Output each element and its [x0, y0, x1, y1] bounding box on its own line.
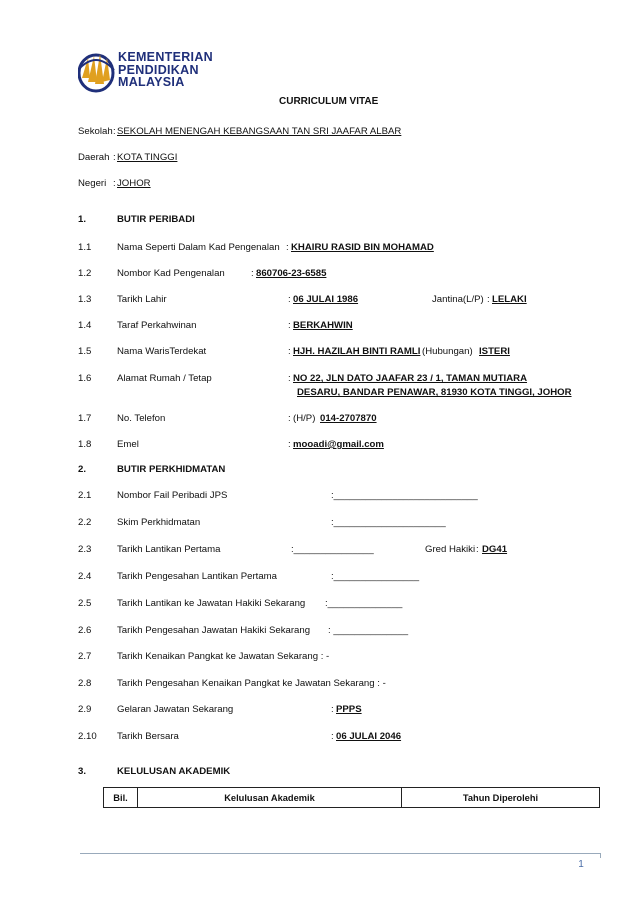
colon: : [476, 544, 479, 555]
row-2-8-label: Tarikh Pengesahan Kenaikan Pangkat ke Jawatan Sekarang : - [117, 678, 386, 689]
colon: : [251, 268, 254, 279]
row-1-4-label: Taraf Perkahwinan [117, 320, 197, 331]
row-2-2-label: Skim Perkhidmatan [117, 517, 201, 528]
row-2-9-value: PPPS [336, 704, 362, 715]
row-1-1-number: 1.1 [78, 242, 92, 253]
row-1-3-value2: LELAKI [492, 294, 527, 305]
row-2-6-label: Tarikh Pengesahan Jawatan Hakiki Sekarang [117, 625, 311, 636]
colon: : [113, 126, 116, 137]
row-1-1-label: Nama Seperti Dalam Kad Pengenalan [117, 242, 280, 253]
row-1-4-value: BERKAHWIN [293, 320, 353, 331]
colon: : [113, 152, 116, 163]
colon: : [288, 439, 291, 450]
row-2-3-number: 2.3 [78, 544, 92, 555]
row-1-7-label: No. Telefon [117, 413, 166, 424]
colon: : [288, 413, 291, 424]
row-1-5-value: HJH. HAZILAH BINTI RAMLI [293, 346, 421, 357]
row-1-7-prefix: (H/P) [293, 413, 316, 424]
row-1-1-value: KHAIRU RASID BIN MOHAMAD [291, 242, 434, 253]
row-2-1-value: :___________________________ [331, 490, 478, 501]
section-3-number: 3. [78, 766, 87, 777]
row-1-6-label: Alamat Rumah / Tetap [117, 373, 212, 384]
row-2-1-number: 2.1 [78, 490, 92, 501]
colon: : [113, 178, 116, 189]
row-2-10-value: 06 JULAI 2046 [336, 731, 402, 742]
row-2-5-label: Tarikh Lantikan ke Jawatan Hakiki Sekarang [117, 598, 306, 609]
page-number: 1 [578, 859, 584, 870]
header-label-negeri: Negeri [78, 178, 107, 189]
header-value-sekolah: SEKOLAH MENENGAH KEBANGSAAN TAN SRI JAAFAR ALBAR [117, 126, 402, 137]
row-2-2-value: :_____________________ [331, 517, 446, 528]
row-2-4-value: :________________ [331, 571, 420, 582]
row-1-4-number: 1.4 [78, 320, 92, 331]
row-2-10-number: 2.10 [78, 731, 97, 742]
header-label-sekolah: Sekolah [78, 126, 113, 137]
row-2-3-value2: DG41 [482, 544, 508, 555]
colon: : [288, 373, 291, 384]
row-2-4-number: 2.4 [78, 571, 92, 582]
row-1-5-extra: (Hubungan) [422, 346, 473, 357]
colon: : [286, 242, 289, 253]
row-1-3-number: 1.3 [78, 294, 92, 305]
section-1-title: BUTIR PERIBADI [117, 214, 195, 225]
table-header-kelulusan: Kelulusan Akademik [138, 788, 402, 808]
row-1-3-label2: Jantina(L/P) [432, 294, 484, 305]
row-1-6-value-line2: DESARU, BANDAR PENAWAR, 81930 KOTA TINGGI, JOHOR [297, 387, 572, 398]
row-2-3-label2: Gred Hakiki [425, 544, 476, 555]
row-1-3-label: Tarikh Lahir [117, 294, 167, 305]
row-2-6-value: : ______________ [328, 625, 409, 636]
ministry-logo [78, 48, 248, 96]
table-header-bil: Bil. [104, 788, 138, 808]
row-1-8-number: 1.8 [78, 439, 92, 450]
row-2-5-value: :______________ [325, 598, 403, 609]
section-3-title: KELULUSAN AKADEMIK [117, 766, 231, 777]
document-title: CURRICULUM VITAE [279, 96, 379, 107]
ministry-emblem-icon [78, 48, 118, 94]
section-2-title: BUTIR PERKHIDMATAN [117, 464, 226, 475]
row-1-3-value: 06 JULAI 1986 [293, 294, 359, 305]
row-2-9-number: 2.9 [78, 704, 92, 715]
row-2-2-number: 2.2 [78, 517, 92, 528]
row-2-8-number: 2.8 [78, 678, 92, 689]
row-1-6-value: NO 22, JLN DATO JAAFAR 23 / 1, TAMAN MUTIARA [293, 373, 528, 384]
header-label-daerah: Daerah [78, 152, 110, 163]
colon: : [288, 320, 291, 331]
row-1-5-value2: ISTERI [479, 346, 510, 357]
row-1-2-value: 860706-23-6585 [256, 268, 327, 279]
row-1-2-label: Nombor Kad Pengenalan [117, 268, 225, 279]
colon: : [331, 731, 334, 742]
row-2-4-label: Tarikh Pengesahan Lantikan Pertama [117, 571, 277, 582]
colon: : [288, 294, 291, 305]
row-1-5-label: Nama WarisTerdekat [117, 346, 207, 357]
row-2-3-value: :_______________ [291, 544, 374, 555]
row-2-3-label: Tarikh Lantikan Pertama [117, 544, 221, 555]
section-1-number: 1. [78, 214, 87, 225]
section-2-number: 2. [78, 464, 87, 475]
row-1-6-number: 1.6 [78, 373, 92, 384]
row-2-7-label: Tarikh Kenaikan Pangkat ke Jawatan Sekarang : - [117, 651, 330, 662]
page-footer-rule [80, 853, 601, 858]
row-2-7-number: 2.7 [78, 651, 92, 662]
logo-wordmark: KEMENTERIAN PENDIDIKAN MALAYSIA [118, 50, 213, 89]
row-1-2-number: 1.2 [78, 268, 92, 279]
colon: : [487, 294, 490, 305]
row-1-8-value: mooadi@gmail.com [293, 439, 384, 450]
row-1-7-value: 014-2707870 [320, 413, 377, 424]
table-header-tahun: Tahun Diperolehi [402, 788, 600, 808]
row-2-6-number: 2.6 [78, 625, 92, 636]
row-2-10-label: Tarikh Bersara [117, 731, 179, 742]
row-1-8-label: Emel [117, 439, 139, 450]
row-1-7-number: 1.7 [78, 413, 92, 424]
colon: : [331, 704, 334, 715]
row-2-9-label: Gelaran Jawatan Sekarang [117, 704, 234, 715]
academic-qualifications-table [103, 787, 600, 808]
header-value-negeri: JOHOR [117, 178, 151, 189]
table-header-row [104, 788, 600, 808]
row-1-5-number: 1.5 [78, 346, 92, 357]
header-value-daerah: KOTA TINGGI [117, 152, 178, 163]
colon: : [288, 346, 291, 357]
row-2-1-label: Nombor Fail Peribadi JPS [117, 490, 228, 501]
row-2-5-number: 2.5 [78, 598, 92, 609]
